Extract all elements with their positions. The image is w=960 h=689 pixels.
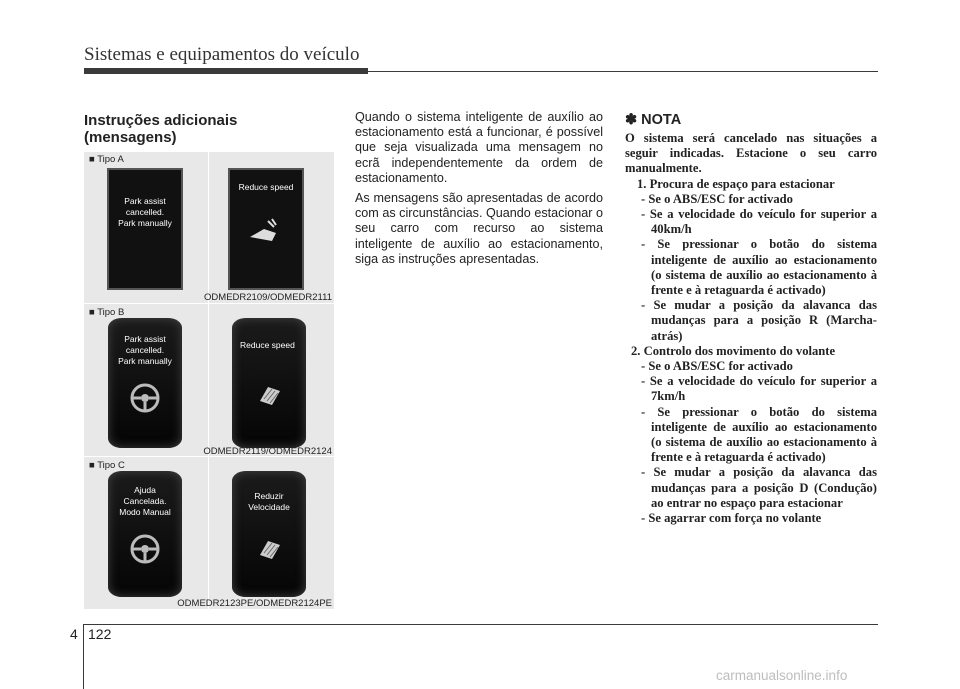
pedal-icon — [252, 535, 286, 561]
screen-text: Ajuda — [134, 485, 156, 495]
section-title-line2: (mensagens) — [84, 129, 177, 146]
nota-intro: O sistema será cancelado nas situações a seguir indicadas. Estacione o seu carro manualmente. — [625, 131, 877, 176]
steering-wheel-icon — [128, 381, 162, 415]
steering-wheel-icon — [128, 532, 162, 566]
section-title — [84, 112, 237, 146]
figure-divider-vertical — [208, 152, 209, 609]
nota-item: - Se o ABS/ESC for activado — [641, 191, 793, 206]
screen-text: Reduce speed — [238, 182, 294, 192]
screen-text: Reduce speed — [240, 340, 295, 350]
screen-text: Reduzir — [254, 491, 284, 501]
paragraph: Quando o sistema inteligente de auxílio ao estacionamento está a funcionar, é possível que seja visualizada uma mensagem no ecrã independentemente da ordem de estacionamento. — [355, 110, 603, 185]
screen-text: Park assist — [124, 334, 166, 344]
screen-text: cancelled. — [125, 345, 165, 355]
pedal-icon — [252, 381, 286, 407]
type-b-label: ■ Tipo B — [89, 307, 125, 318]
type-b-screen-park-assist — [108, 318, 182, 448]
type-c-screen-reduzir — [232, 471, 306, 597]
page-number: 122 — [88, 626, 112, 642]
type-c-caption: ODMEDR2123PE/ODMEDR2124PE — [177, 598, 332, 609]
type-b-caption: ODMEDR2119/ODMEDR2124 — [203, 446, 332, 457]
type-c-screen-ajuda — [108, 471, 182, 597]
header-title: Sistemas e equipamentos do veículo — [84, 44, 360, 65]
screen-text: Velocidade — [248, 502, 290, 512]
section-title-line1: Instruções adicionais — [84, 112, 238, 129]
nota-item: - Se o ABS/ESC for activado — [641, 359, 793, 374]
nota-item: - Se a velocidade do veículo for superior a 40km/h — [641, 207, 877, 237]
nota-title: ✽ NOTA — [625, 112, 682, 128]
middle-column-text — [355, 110, 603, 272]
nota-item: - Se mudar a posição da alavanca das mudanças para a posição D (Condução) ao entrar no espaço para estacionar — [641, 465, 877, 510]
watermark: carmanualsonline.info — [716, 668, 848, 683]
screen-text: Park assist — [124, 196, 166, 206]
message-figure — [84, 152, 334, 609]
type-c-label: ■ Tipo C — [89, 460, 125, 471]
nota-item: - Se pressionar o botão do sistema inteligente de auxílio ao estacionamento (o sistema de auxílio ao estacionamento à frente e à retaguarda é activado) — [641, 237, 877, 298]
nota-item: - Se agarrar com força no volante — [641, 511, 822, 526]
figure-divider-1 — [84, 303, 334, 304]
footer-vertical-rule — [83, 624, 84, 689]
nota-item: - Se mudar a posição da alavanca das mudanças para a posição R (Marcha-atrás) — [641, 298, 877, 343]
nota-body — [625, 131, 877, 526]
nota-heading-1: 1. Procura de espaço para estacionar — [637, 176, 835, 191]
type-a-screen-park-assist — [107, 168, 183, 290]
screen-text: cancelled. — [125, 207, 165, 217]
type-a-screen-reduce-speed — [228, 168, 304, 290]
type-b-screen-reduce-speed — [232, 318, 306, 448]
footer-rule — [84, 624, 878, 625]
nota-heading-2: 2. Controlo dos movimento do volante — [631, 343, 836, 358]
nota-item: - Se pressionar o botão do sistema inteligente de auxílio ao estacionamento (o sistema de auxílio ao estacionamento à frente e à retaguarda é activado) — [641, 404, 877, 465]
screen-text: Park manually — [118, 218, 172, 228]
type-a-label: ■ Tipo A — [89, 154, 124, 165]
type-a-caption: ODMEDR2109/ODMEDR2111 — [204, 292, 332, 303]
header-bar — [84, 68, 368, 74]
paragraph: As mensagens são apresentadas de acordo com as circunstâncias. Quando estacionar o seu carro com recurso ao sistema inteligente de auxílio ao estacionamento, siga as instruções apresentadas. — [355, 191, 603, 266]
reduce-speed-icon — [246, 215, 286, 245]
nota-item: - Se a velocidade do veículo for superior a 7km/h — [641, 374, 877, 404]
chapter-number: 4 — [70, 626, 78, 642]
screen-text: Cancelada. — [123, 496, 167, 506]
screen-text: Park manually — [118, 356, 172, 366]
screen-text: Modo Manual — [119, 507, 171, 517]
